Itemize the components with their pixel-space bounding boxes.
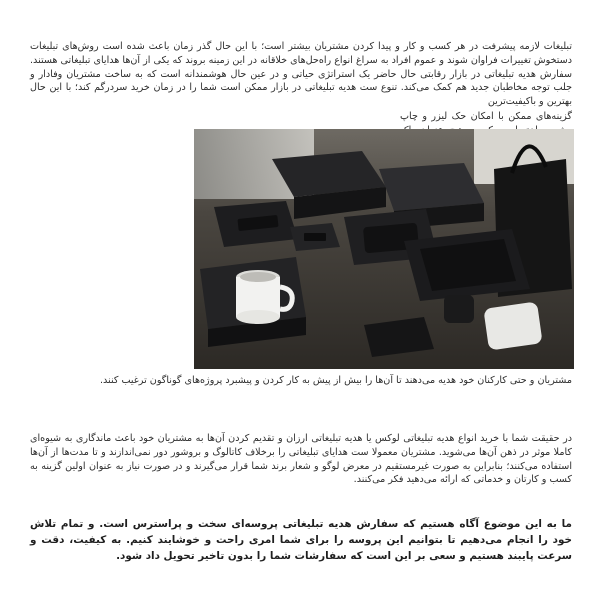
gift-set-photo <box>194 129 574 369</box>
benefits-paragraph: در حقیقت شما با خرید انواع هدیه تبلیغاتی لوکس یا هدیه تبلیغاتی ارزان و تقدیم کردن آن‌ها به مشتریان خود باعث ماندگاری به شیوه‌ای کاملا موثر در ذهن آن‌ها می‌شوید. مشتریان معمولا ست هدایای تبلیغاتی را برخلاف کاتالوگ و بروشور دور نمی‌اندازند و تا مدت‌ها از آن‌ها استفاده می‌کنند؛ بنابراین به صورت غیرمستقیم در معرض لوگو و شعار برند شما قرار می‌گیرند و در صورت نیاز به عنوان اولین گزینه به کسب و کارتان و خدماتی که ارائه می‌دهید فکر می‌کنند. <box>30 433 572 486</box>
engraving-paragraph: گزینه‌های ممکن با امکان حک لیزر و چاپ <box>400 111 572 122</box>
commitment-paragraph: ما به این موضوع آگاه هستیم که سفارش هدیه تبلیغاتی پروسه‌ای سخت و پراسترس است. و تمام تلاش خود را انجام می‌دهیم تا بتوانیم این پروسه را برای شما امری راحت و خوشایند کنیم. به کیفیت، دقت و سرعت پایبند هستیم و سعی بر این است که سفارشات شما را بدون تاخیر تحویل داد شود. <box>30 518 572 562</box>
intro-paragraph: تبلیغات لازمه پیشرفت در هر کسب و کار و پیدا کردن مشتریان بیشتر است؛ با این حال گذر زمان باعث شده است روش‌های تبلیغات دستخوش تغییرات فراوان شوند و عموم افراد به سراغ انواع راه‌حل‌های خلاقانه در این زمینه بروند که یکی از آن‌ها هدایای تبلیغاتی هستند. سفارش هدیه تبلیغاتی در بازار رقابتی حال حاضر یک استراتژی حیاتی و در عین حال هوشمندانه است که به ساخت مشتریان وفادار و جلب توجه مخاطبان جدید هم کمک می‌کند. تنوع ست هدیه تبلیغاتی در بازار ممکن است شما را در زمان خرید سردرگم کند؛ با این حال بهترین و باکیفیت‌ترین <box>30 41 572 108</box>
employees-paragraph: مشتریان و حتی کارکنان خود هدیه می‌دهند تا آن‌ها را بیش از پیش به کار کردن و پیشبرد پروژه‌های گوناگون ترغیب کنند. <box>99 375 572 386</box>
